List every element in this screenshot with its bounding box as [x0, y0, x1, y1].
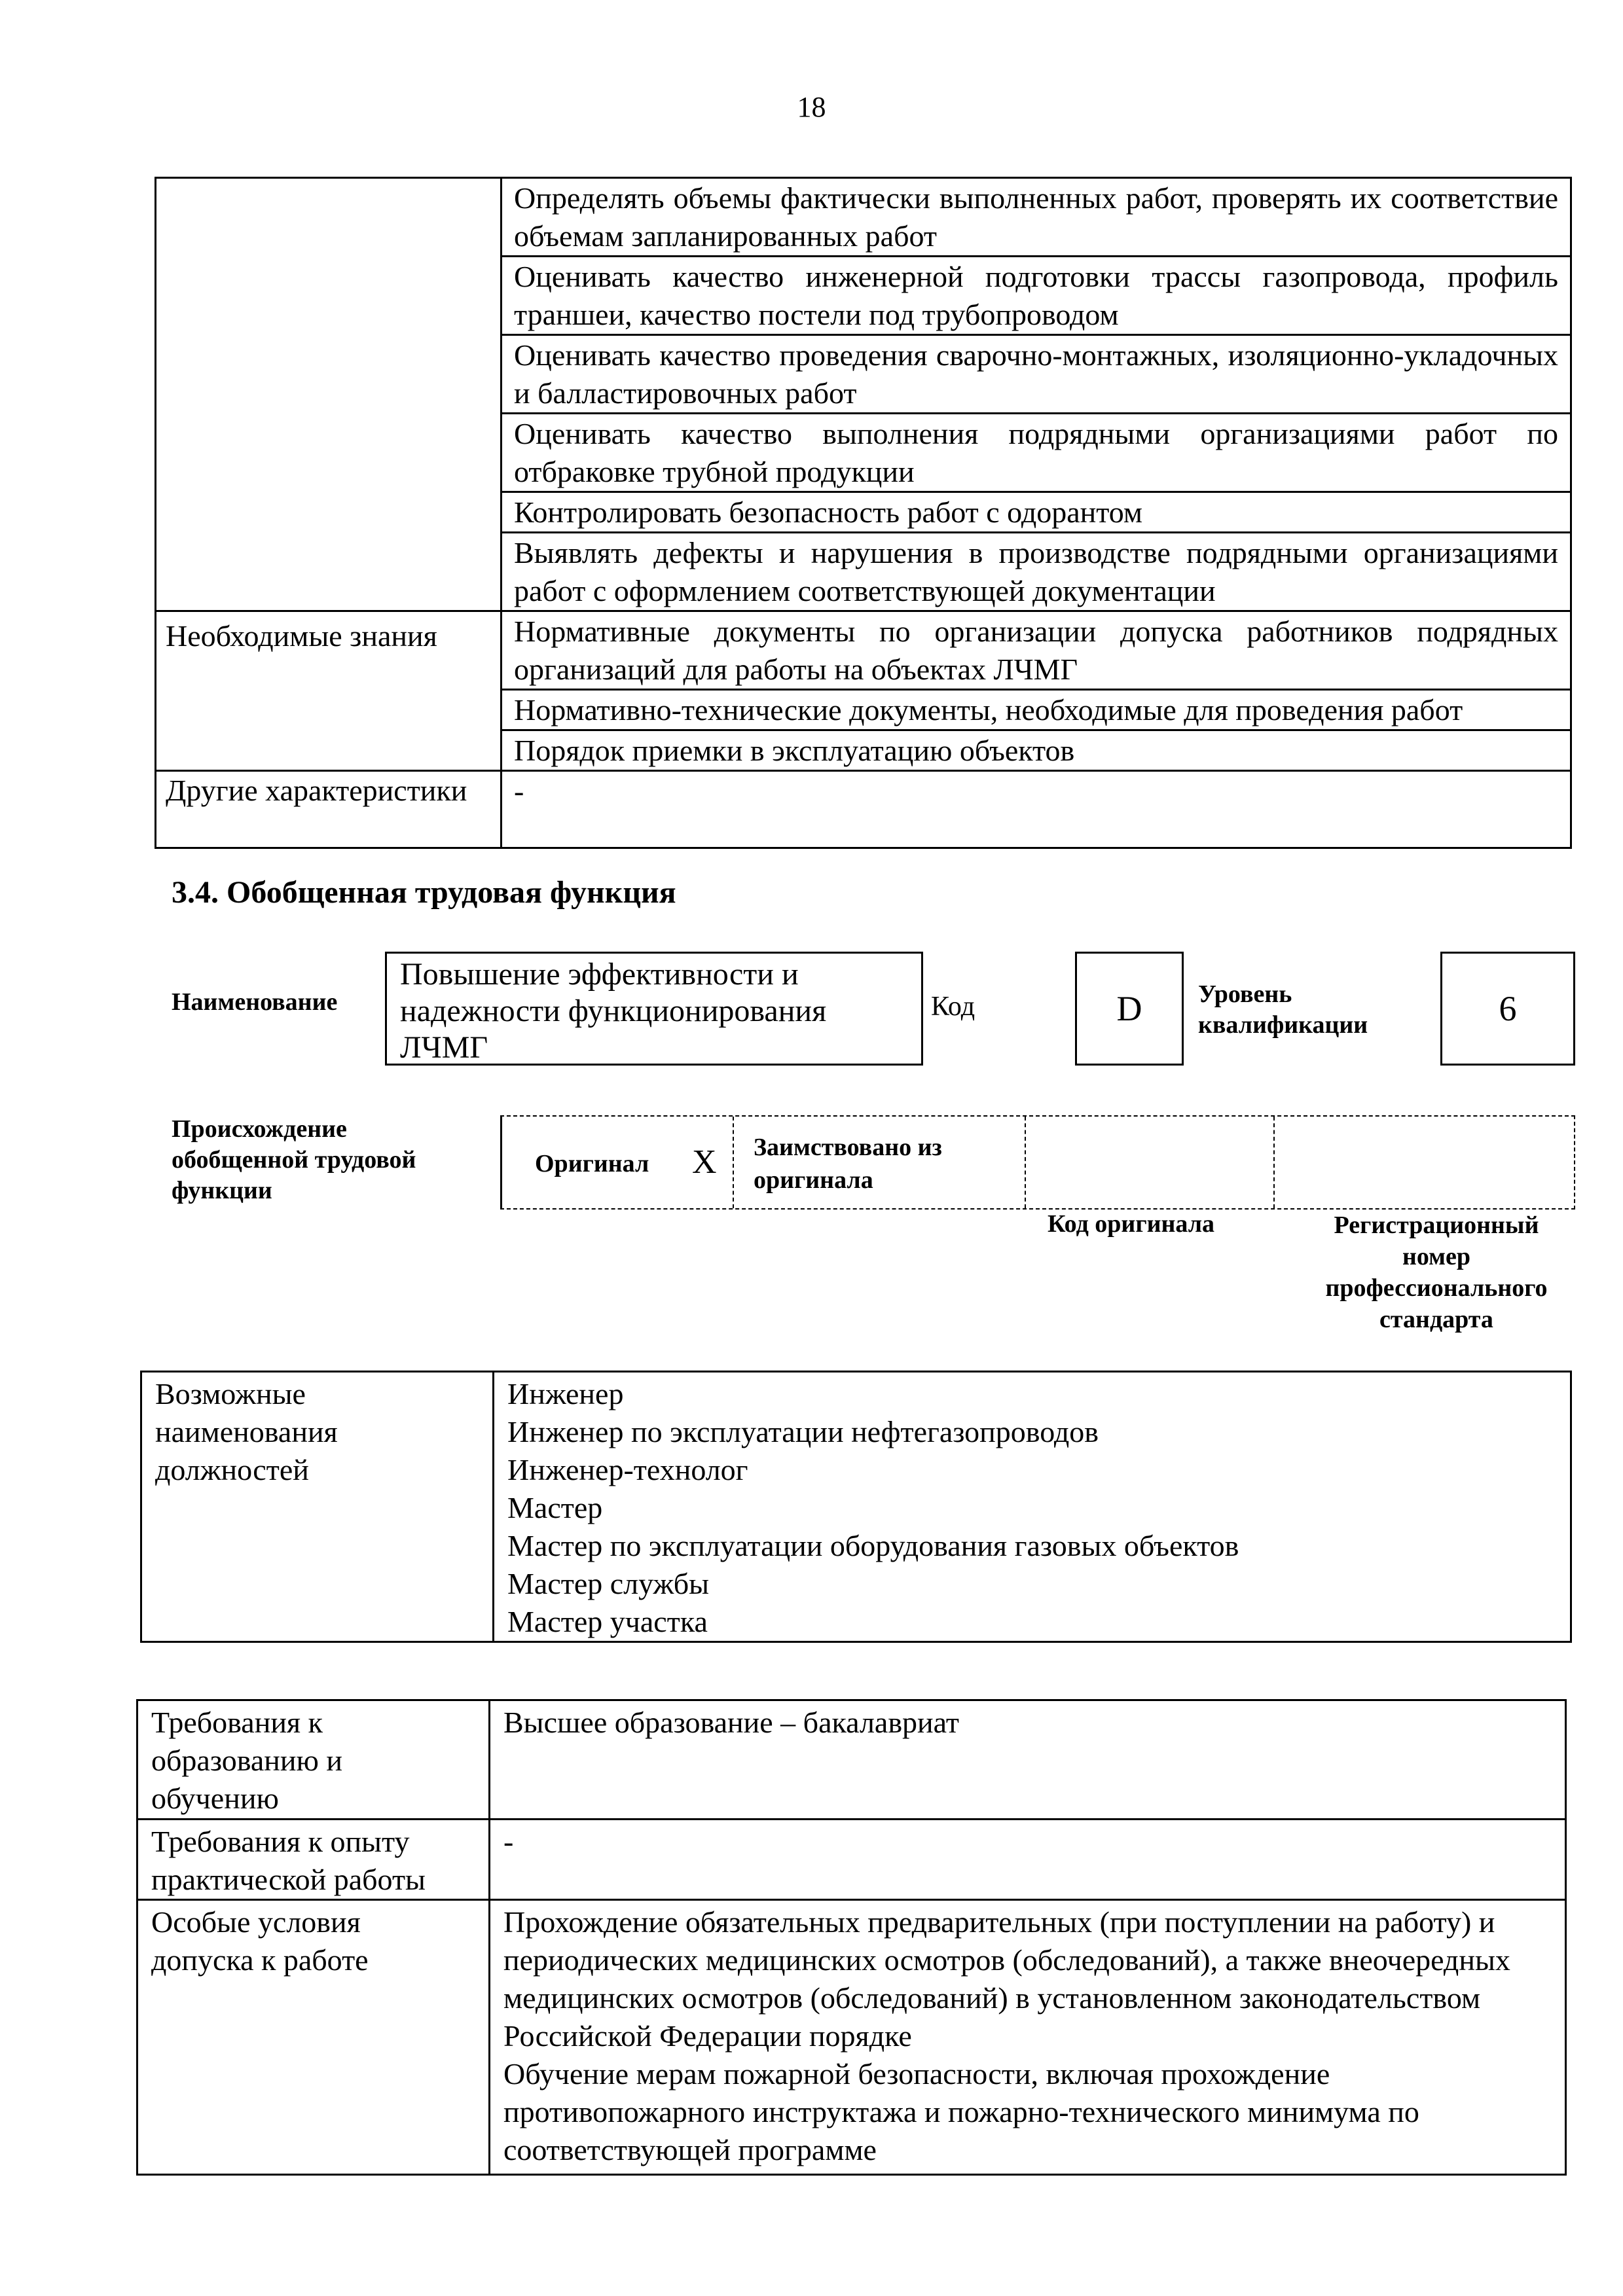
- original-mark: X: [692, 1143, 717, 1181]
- original-label: Оригинал: [535, 1150, 649, 1177]
- positions-label-text: Возможные наименования должностей: [155, 1377, 338, 1486]
- skill-item: Выявлять дефекты и нарушения в производстве подрядными организациями работ с оформлением соответствующей документации: [501, 533, 1571, 611]
- knowledge-label: Необходимые знания: [156, 611, 501, 771]
- position-item: Мастер: [507, 1491, 603, 1524]
- requirements-table: [136, 1699, 1567, 2176]
- position-item: Инженер: [507, 1377, 624, 1410]
- experience-value: -: [490, 1820, 1566, 1900]
- position-item: Инженер-технолог: [507, 1453, 748, 1486]
- knowledge-item: Порядок приемки в эксплуатацию объектов: [501, 730, 1571, 771]
- qualification-level-label: Уровень квалификации: [1198, 980, 1368, 1039]
- education-label: Требования к образованию и обучению: [151, 1706, 342, 1815]
- education-label-cell: [137, 1700, 490, 1820]
- reg-number-caption: Регистрационный номер профессионального стандарта: [1325, 1211, 1548, 1333]
- position-item: Мастер службы: [507, 1567, 710, 1600]
- function-name-box: Повышение эффективности и надежности функционирования ЛЧМГ: [385, 952, 923, 1066]
- knowledge-item: Нормативные документы по организации допуска работников подрядных организаций для работы на объектах ЛЧМГ: [501, 611, 1571, 690]
- skill-item: Оценивать качество инженерной подготовки трассы газопровода, профиль траншеи, качество постели под трубопроводом: [501, 257, 1571, 335]
- code-label: Код: [931, 992, 976, 1022]
- conditions-label: Особые условия допуска к работе: [151, 1905, 369, 1977]
- position-item: Мастер участка: [507, 1605, 708, 1638]
- condition-item: Прохождение обязательных предварительных (при поступлении на работу) и периодических медицинских осмотров (обследований), а также внеочередных медицинских осмотров (обследований) в установленном законодательством Российской Федерации порядке: [503, 1905, 1510, 2053]
- position-item: Мастер по эксплуатации оборудования газовых объектов: [507, 1529, 1239, 1562]
- other-characteristics-value: -: [501, 771, 1571, 848]
- qualification-level-box: 6: [1440, 952, 1575, 1066]
- positions-list: [494, 1372, 1571, 1642]
- condition-item: Обучение мерам пожарной безопасности, включая прохождение противопожарного инструктажа и пожарно-технического минимума по соответствующей программе: [503, 2057, 1419, 2166]
- other-characteristics-label: Другие характеристики: [156, 771, 501, 848]
- positions-table: [140, 1371, 1572, 1643]
- skills-label-cell: [156, 178, 501, 611]
- code-value-box: D: [1075, 952, 1184, 1066]
- skill-item: Определять объемы фактически выполненных работ, проверять их соответствие объемам запланированных работ: [501, 178, 1571, 257]
- name-label: Наименование: [172, 988, 338, 1016]
- education-value: Высшее образование – бакалавриат: [490, 1700, 1566, 1820]
- experience-label-cell: [137, 1820, 490, 1900]
- origin-row: [500, 1115, 1575, 1210]
- skill-item: Оценивать качество проведения сварочно-монтажных, изоляционно-укладочных и балластировочных работ: [501, 335, 1571, 414]
- skill-item: Контролировать безопасность работ с одорантом: [501, 492, 1571, 533]
- positions-label: [141, 1372, 494, 1642]
- experience-label: Требования к опыту практической работы: [151, 1825, 426, 1896]
- position-item: Инженер по эксплуатации нефтегазопроводов: [507, 1415, 1099, 1448]
- conditions-list: [490, 1900, 1566, 2175]
- skill-item: Оценивать качество выполнения подрядными организациями работ по отбраковке трубной продукции: [501, 414, 1571, 492]
- borrowed-label: Заимствовано из оригинала: [754, 1134, 942, 1194]
- labor-actions-table: [155, 177, 1572, 849]
- knowledge-item: Нормативно-технические документы, необходимые для проведения работ: [501, 690, 1571, 730]
- origin-label: Происхождение обобщенной трудовой функции: [172, 1115, 416, 1204]
- section-heading: 3.4. Обобщенная трудовая функция: [172, 875, 676, 910]
- conditions-label-cell: [137, 1900, 490, 2175]
- page-number: 18: [797, 91, 826, 123]
- code-original-caption: Код оригинала: [1048, 1210, 1215, 1238]
